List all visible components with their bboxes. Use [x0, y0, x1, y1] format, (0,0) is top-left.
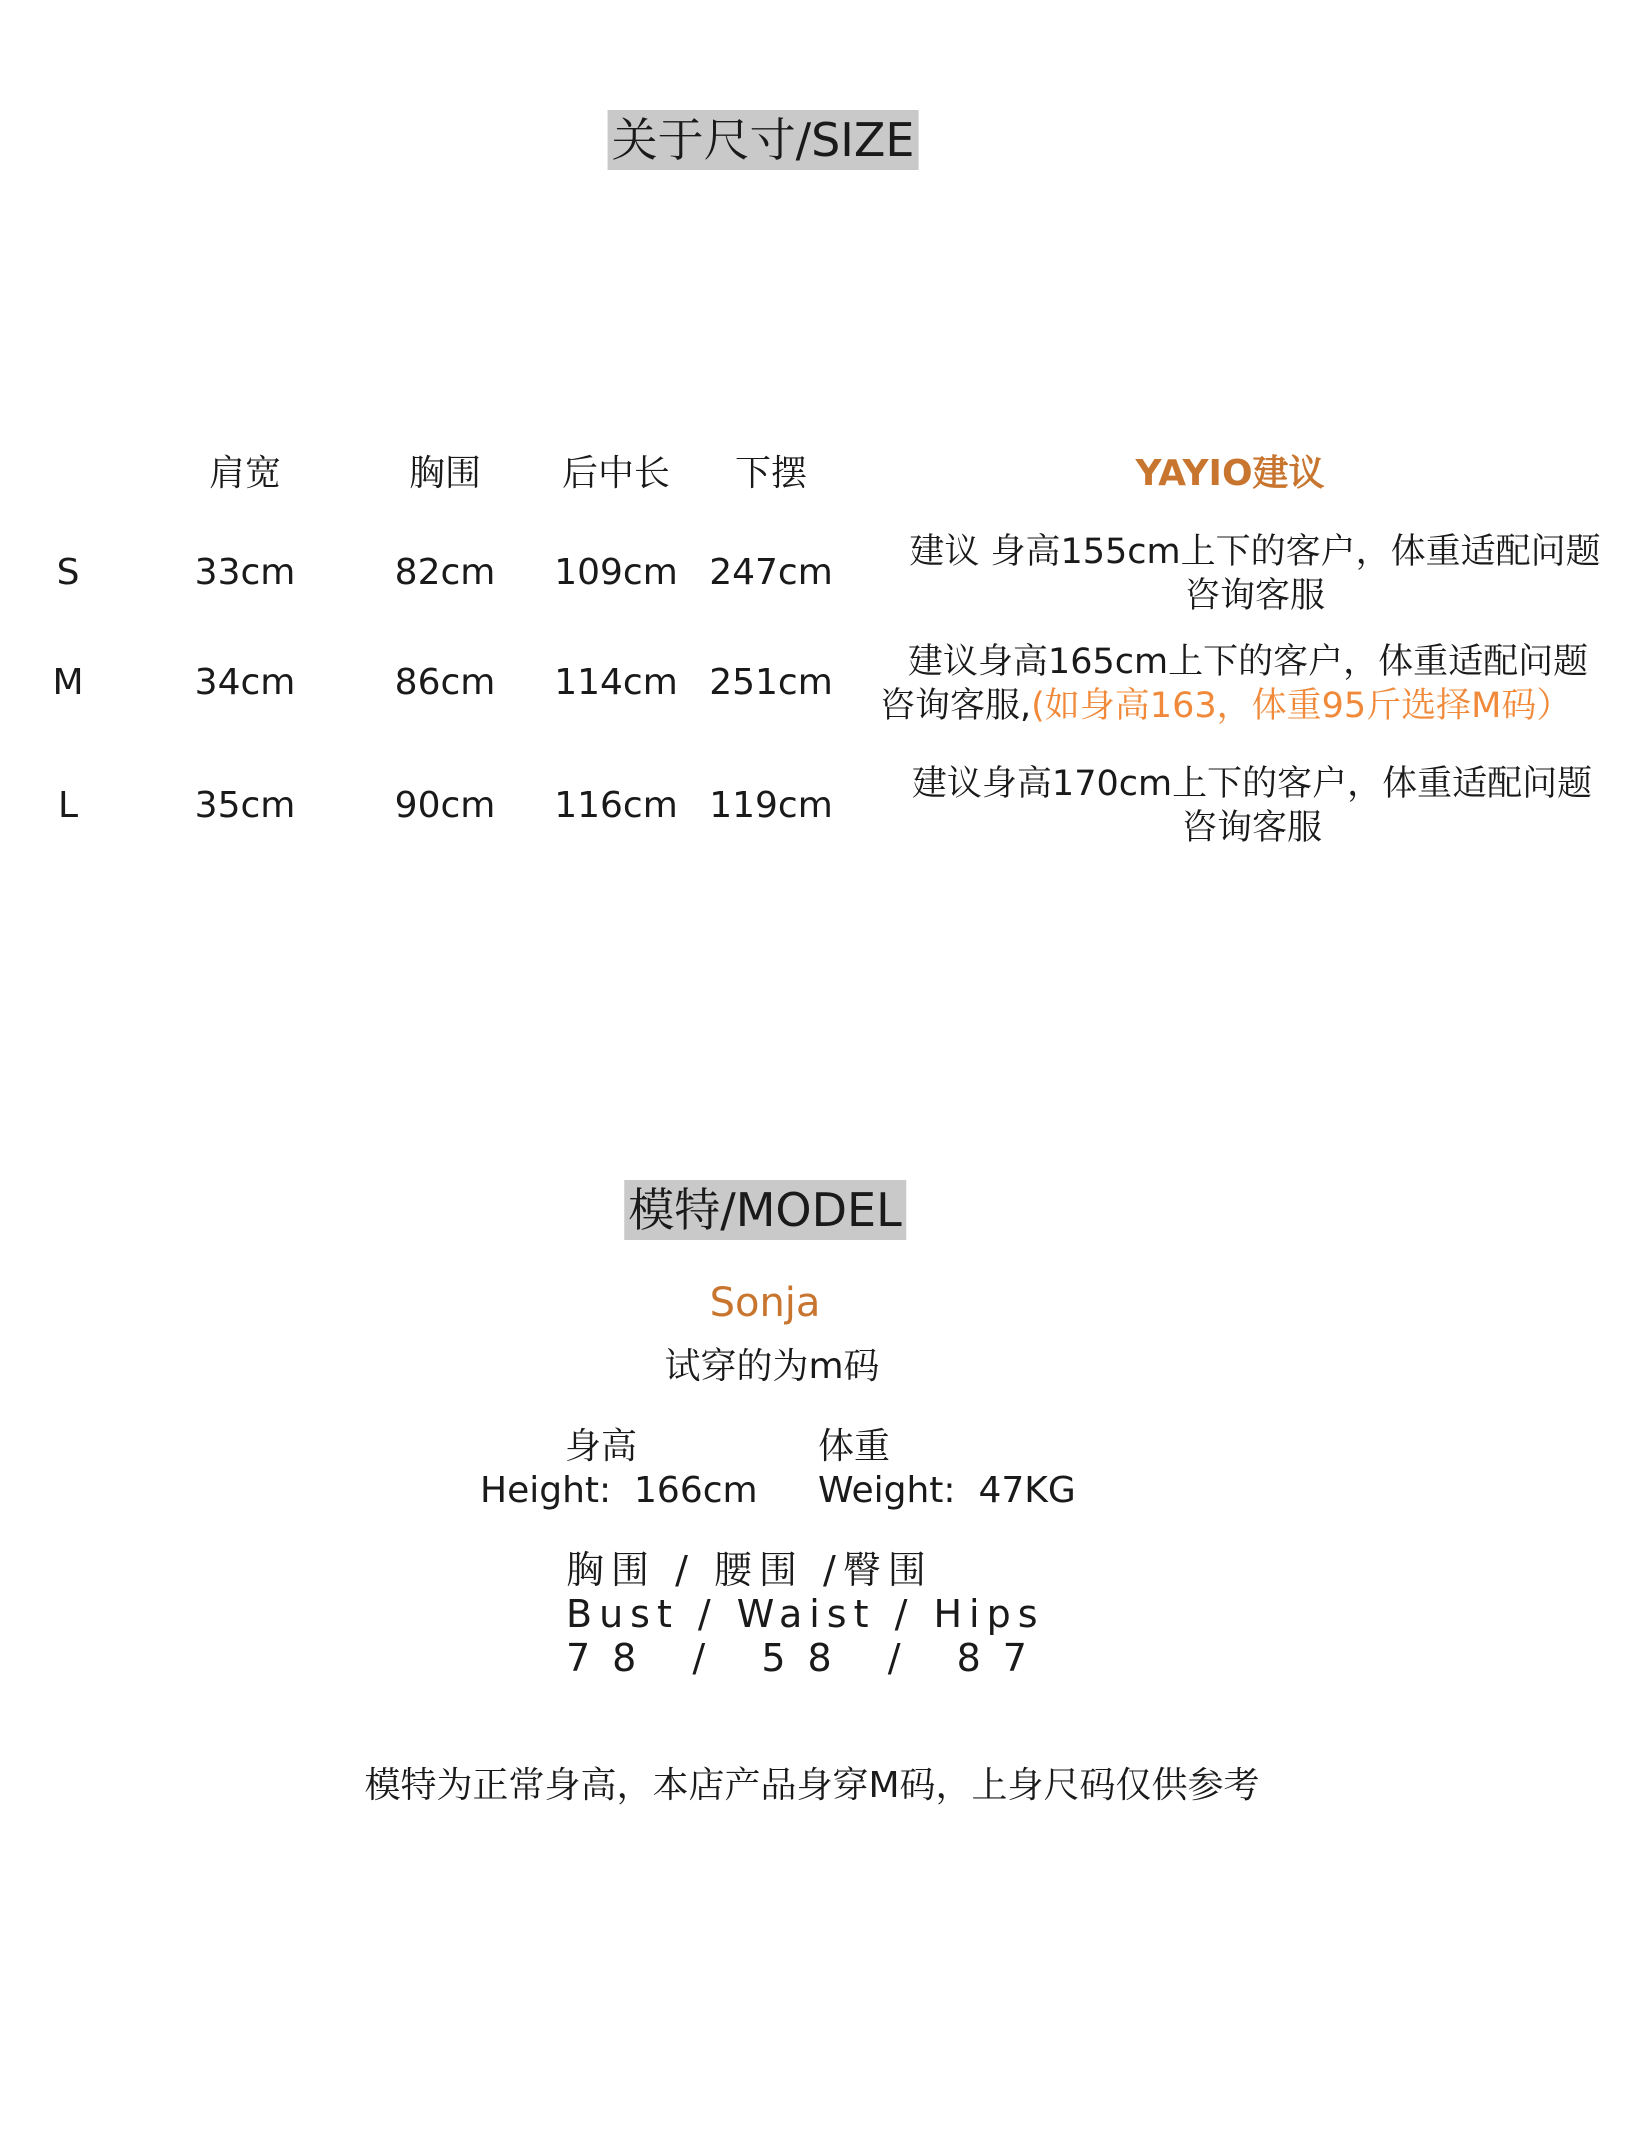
- hem-value: 119cm: [709, 785, 833, 826]
- weight-row: [818, 1469, 1076, 1513]
- back-length-value: 116cm: [554, 785, 678, 826]
- hem-value: 247cm: [709, 552, 833, 593]
- tried-size: 试穿的为m码: [664, 1346, 880, 1387]
- model-note: 模特为正常身高，本店产品身穿M码，上身尺码仅供参考: [364, 1765, 1260, 1806]
- advice-text: [880, 640, 1616, 728]
- model-section-title: [624, 1180, 906, 1240]
- height-row: [480, 1469, 758, 1513]
- measure-labels-cn: 胸围 / 腰围 /臀围: [566, 1548, 933, 1592]
- chest-value: 82cm: [394, 552, 496, 593]
- size-title-text: 关于尺寸/SIZE: [611, 113, 915, 167]
- header-hem: 下摆: [734, 453, 808, 494]
- height-value: 166cm: [634, 1470, 758, 1511]
- advice-line: 咨询客服: [1181, 808, 1322, 848]
- weight-label-cn: 体重: [818, 1426, 891, 1467]
- shoulder-value: 35cm: [194, 785, 296, 826]
- model-title-text: 模特/MODEL: [628, 1183, 902, 1237]
- advice-line: 建议身高165cm上下的客户，体重适配问题: [907, 642, 1589, 682]
- size-label: M: [52, 662, 84, 703]
- advice-text: [912, 762, 1592, 850]
- advice-line: 建议身高170cm上下的客户，体重适配问题: [911, 764, 1593, 804]
- header-shoulder: 肩宽: [208, 453, 282, 494]
- advice-highlight: (如身高163，体重95斤选择M码）: [1031, 686, 1572, 726]
- shoulder-value: 34cm: [194, 662, 296, 703]
- advice-line: [880, 684, 1616, 728]
- model-name: Sonja: [709, 1280, 821, 1326]
- weight-label-en: Weight:: [818, 1470, 956, 1511]
- weight-value: 47KG: [978, 1470, 1076, 1511]
- measure-values: 78 / 58 / 87: [566, 1636, 1049, 1680]
- advice-line: 咨询客服: [1184, 576, 1325, 616]
- chest-value: 90cm: [394, 785, 496, 826]
- back-length-value: 109cm: [554, 552, 678, 593]
- advice-line: 建议 身高155cm上下的客户，体重适配问题: [909, 532, 1601, 572]
- header-advice: YAYIO建议: [1135, 453, 1325, 494]
- size-label: L: [57, 785, 79, 826]
- size-section-title: [608, 110, 919, 170]
- height-label-cn: 身高: [565, 1426, 638, 1467]
- shoulder-value: 33cm: [194, 552, 296, 593]
- header-back-length: 后中长: [561, 453, 671, 494]
- advice-text: [909, 530, 1600, 618]
- height-label-en: Height:: [480, 1470, 612, 1511]
- back-length-value: 114cm: [554, 662, 678, 703]
- header-chest: 胸围: [408, 453, 482, 494]
- measure-labels-en: Bust / Waist / Hips: [566, 1592, 1045, 1636]
- size-label: S: [56, 552, 80, 593]
- hem-value: 251cm: [709, 662, 833, 703]
- advice-line-text: 咨询客服,: [880, 686, 1032, 726]
- chest-value: 86cm: [394, 662, 496, 703]
